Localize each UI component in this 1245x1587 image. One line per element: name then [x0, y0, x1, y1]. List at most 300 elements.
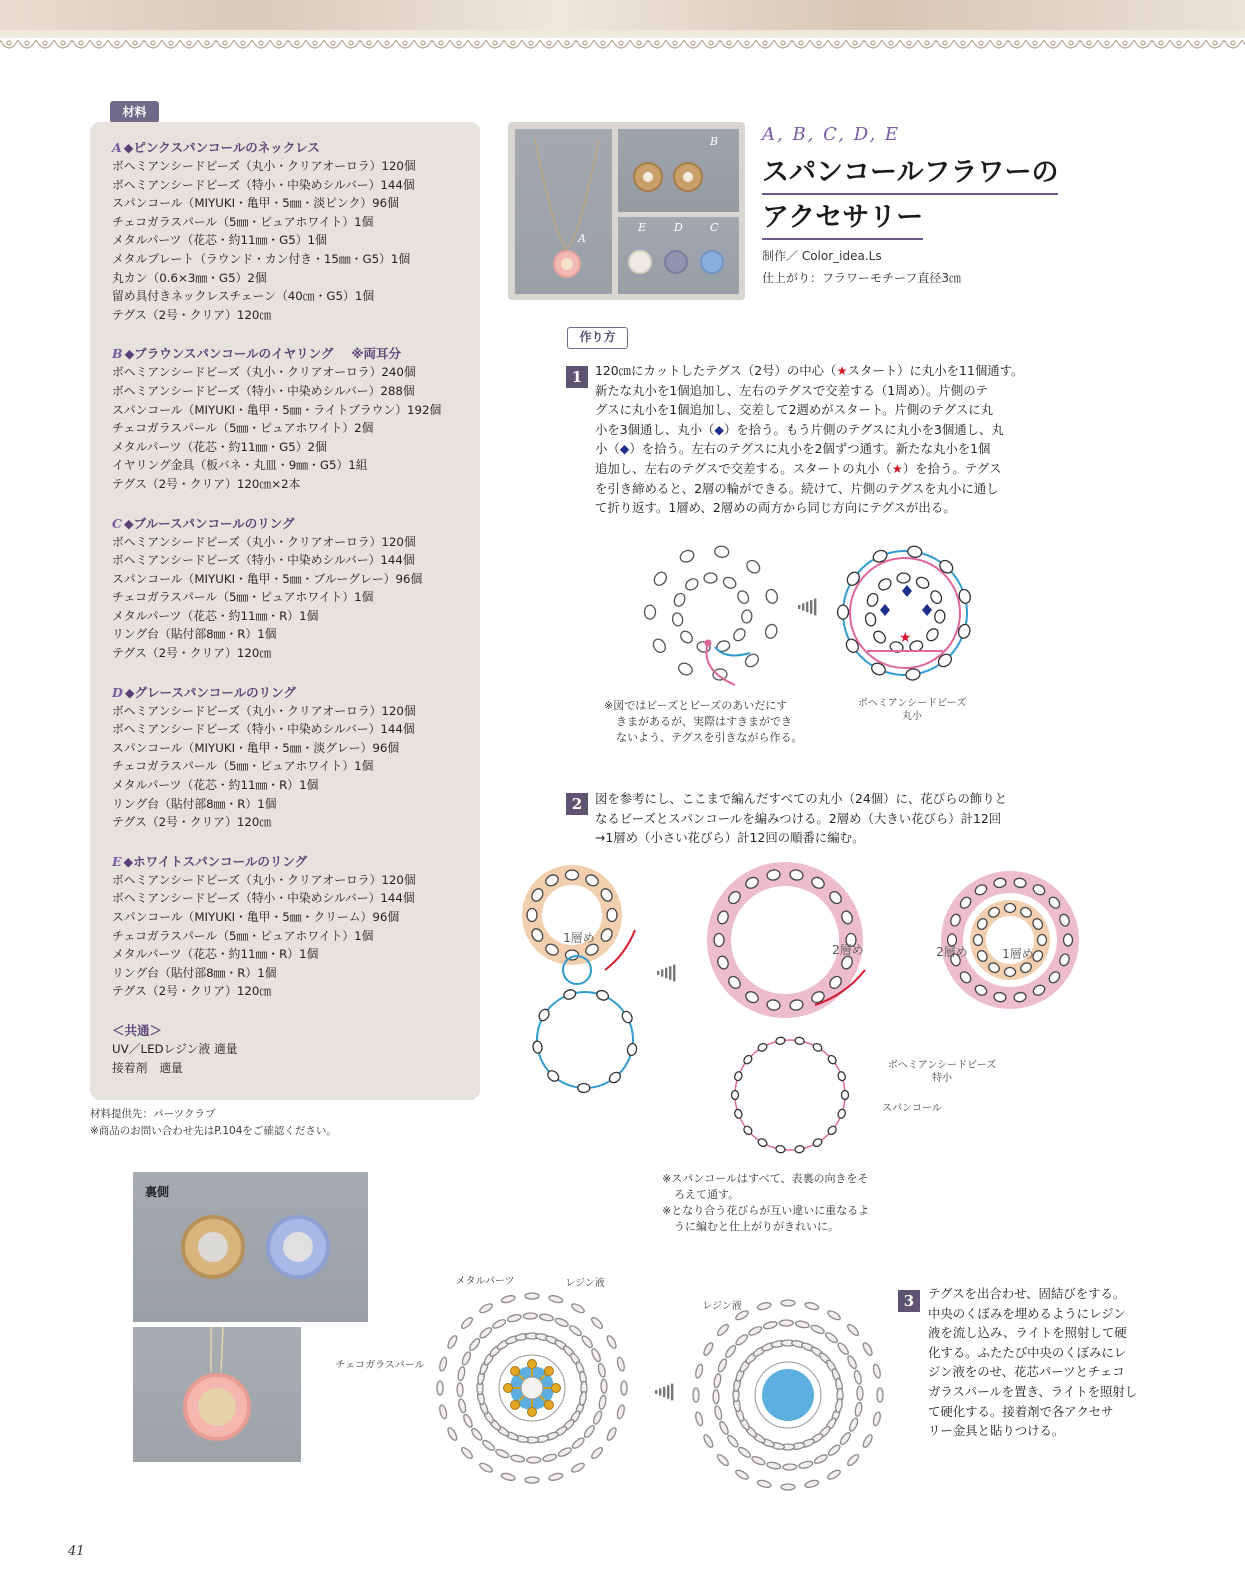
bead: [554, 1317, 569, 1328]
lace-dot: [25, 41, 29, 45]
bead: [763, 1321, 778, 1330]
page-title-line1: スパンコールフラワーの: [762, 150, 1058, 195]
common-title: ＜共通＞: [112, 1022, 163, 1038]
bead: [757, 1301, 772, 1310]
step-text-segment: 新たな丸小を1個追加し、左右のテグスで交差する（1周め）。片側のテ: [595, 382, 989, 398]
arrow-bar: [659, 1388, 661, 1395]
czech-pearl-label: チェコガラスパール: [335, 1360, 425, 1371]
bead: [872, 1364, 881, 1379]
step-text-segment: 追加し、左右のテグスで交差する。スタートの丸小（: [595, 460, 892, 476]
lace-dot: [1231, 41, 1235, 45]
bead-label-line: ボヘミアンシードビーズ: [887, 1060, 997, 1071]
bead: [460, 1446, 474, 1460]
step-3-text: [928, 1284, 1137, 1441]
lace-dot: [547, 41, 551, 45]
lace-dot: [673, 41, 677, 45]
lace-dot: [205, 41, 209, 45]
bead: [702, 1433, 714, 1448]
bead: [837, 605, 848, 619]
material-item: リング台（貼付部8㎜・R）1個: [112, 627, 277, 642]
section-note: ※両耳分: [351, 346, 401, 362]
bead: [837, 1108, 847, 1119]
step-3-number: 3: [898, 1290, 920, 1312]
bead: [854, 1402, 863, 1417]
bead: [915, 575, 931, 590]
bead: [568, 1324, 583, 1337]
section-title: ◆ピンクスパンコールのネックレス: [123, 140, 320, 155]
common-item: 接着剤 適量: [112, 1060, 183, 1075]
step-line: [595, 809, 1007, 829]
bead: [765, 588, 779, 604]
step-line: [595, 400, 1023, 420]
bead: [470, 1427, 484, 1442]
note-line: ※スパンコールはすべて、表裏の向きをそ: [662, 1172, 869, 1185]
bead: [457, 1383, 463, 1397]
bead: [775, 1037, 785, 1045]
bead-label-line: 特小: [932, 1073, 952, 1084]
product-photo-collage: [508, 122, 745, 300]
bead: [736, 589, 751, 605]
step-line: [928, 1284, 1137, 1304]
variant-letter: D: [112, 684, 123, 700]
bead: [974, 935, 983, 946]
lace-dot: [1087, 41, 1091, 45]
bead: [501, 1472, 516, 1481]
bead: [722, 575, 738, 590]
bead: [737, 1446, 752, 1459]
bead: [897, 573, 910, 584]
metal-parts-tip: [544, 1367, 553, 1376]
bead: [804, 1301, 819, 1310]
material-item: スパンコール（MIYUKI・亀甲・5㎜・ライトブラウン）192個: [112, 402, 442, 417]
step-text-segment: スタート）に丸小を11個通す。: [847, 363, 1024, 378]
bead: [862, 1433, 874, 1448]
lace-dot: [889, 41, 893, 45]
arrow-bar: [655, 1390, 657, 1394]
bead: [716, 1323, 730, 1337]
diagram2-note: [662, 1171, 869, 1235]
photo-back-pendant: [133, 1327, 301, 1462]
bead: [757, 1137, 768, 1148]
note-line: ※となり合う花びらが互い違いに重なるよ: [662, 1204, 870, 1217]
diagram2-bead-label: [882, 1059, 1002, 1085]
bead: [570, 1462, 585, 1474]
material-item: テグス（2号・クリア）120㎝×2本: [112, 476, 301, 491]
bead: [734, 1333, 749, 1347]
material-item: ボヘミアンシードビーズ（特小・中染めシルバー）144個: [112, 891, 415, 906]
lace-dot: [133, 41, 137, 45]
bead: [598, 1395, 607, 1410]
diamond-icon: [880, 604, 890, 616]
lace-dot: [1195, 41, 1199, 45]
material-item: メタルパーツ（花芯・約11㎜・G5）1個: [112, 233, 327, 248]
step-text-segment: て硬化する。接着剤で各アクセサ: [928, 1403, 1114, 1419]
section-title: ◆ブラウンスパンコールのイヤリング: [124, 346, 334, 362]
lace-dot: [1033, 41, 1037, 45]
resin-label-2: レジン液: [702, 1301, 742, 1312]
lace-dot: [799, 41, 803, 45]
lace-dot: [817, 41, 821, 45]
bead: [468, 1337, 481, 1352]
material-item: チェコガラスパール（5㎜・ピュアホワイト）1個: [112, 590, 374, 605]
bead: [478, 1462, 493, 1474]
bead: [606, 1426, 618, 1441]
bead: [844, 637, 861, 655]
material-section: [112, 514, 480, 663]
bead: [571, 1436, 586, 1450]
bead: [704, 573, 717, 584]
bead: [671, 612, 683, 627]
photo-rings-cde: [618, 217, 739, 294]
lace-dot: [277, 41, 281, 45]
metal-parts-tip: [504, 1384, 513, 1393]
metal-parts-tip: [528, 1408, 537, 1417]
bead: [678, 548, 695, 564]
material-item: チェコガラスパール（5㎜・ピュアホワイト）1個: [112, 214, 374, 229]
bead: [525, 1477, 539, 1483]
lace-dot: [115, 41, 119, 45]
bead: [764, 623, 779, 640]
diagram1-note: [604, 698, 802, 746]
step-2-text: [595, 789, 1007, 848]
bead-label-line: 丸小: [902, 711, 922, 722]
diamond-icon: ◆: [619, 441, 630, 457]
step-text-segment: 中央のくぼみを埋めるようにレジン: [928, 1305, 1126, 1321]
bead: [929, 589, 944, 605]
page-number: 41: [68, 1544, 85, 1559]
metal-parts-tip: [528, 1360, 537, 1369]
step-text-segment: ガラスパールを置き、ライトを照射し: [928, 1383, 1138, 1399]
bead: [566, 870, 579, 880]
finished-size: 仕上がり：フラワーモチーフ直径3㎝: [762, 271, 962, 285]
bead: [812, 1042, 823, 1053]
material-item: テグス（2号・クリア）120㎝: [112, 815, 272, 830]
step-1-text: [595, 361, 1023, 518]
bead: [732, 1091, 739, 1100]
bead: [842, 1091, 849, 1100]
bead: [827, 1443, 842, 1457]
material-item: スパンコール（MIYUKI・亀甲・5㎜・ブルーグレー）96個: [112, 571, 423, 586]
bead: [766, 1461, 781, 1470]
bead: [525, 1293, 539, 1299]
material-item: テグス（2号・クリア）120㎝: [112, 307, 272, 322]
step-line: [595, 381, 1023, 401]
bead: [694, 1364, 703, 1379]
bead: [1005, 968, 1016, 977]
bead: [846, 1453, 860, 1467]
bead: [458, 1398, 467, 1413]
lace-dot: [727, 41, 731, 45]
bead: [557, 1446, 572, 1458]
bead: [457, 1366, 466, 1381]
bead: [804, 1479, 819, 1488]
variant-letter: C: [112, 515, 122, 531]
step-text-segment: →1層め（小さい花びら）計12回の順番に編む。: [595, 830, 865, 846]
step-line: [928, 1323, 1137, 1343]
bead: [597, 1363, 606, 1378]
step-line: [595, 479, 1023, 499]
bead: [853, 1370, 862, 1385]
lace-dot: [151, 41, 155, 45]
bead: [836, 1341, 850, 1356]
material-item: リング台（貼付部8㎜・R）1個: [112, 965, 277, 980]
step-text-segment: 図を参考にし、ここまで編んだすべての丸小（24個）に、花びらの飾りと: [595, 791, 1008, 806]
note-line: うに編むと仕上がりがきれいに。: [674, 1220, 839, 1233]
lace-dot: [763, 41, 767, 45]
variant-letter: A: [112, 140, 122, 155]
material-section-title: [112, 514, 480, 533]
lace-dot: [709, 41, 713, 45]
lace-dot: [961, 41, 965, 45]
step-text-segment: 化する。ふたたび中央のくぼみにレ: [928, 1344, 1127, 1360]
bead: [757, 1479, 772, 1488]
bead: [446, 1426, 458, 1441]
section-title: ◆グレースパンコールのリング: [124, 684, 296, 700]
material-item: テグス（2号・クリア）120㎝: [112, 646, 272, 661]
czech-pearl: [521, 1377, 543, 1399]
lace-dot: [781, 41, 785, 45]
bead: [798, 1460, 813, 1469]
lace-dot: [619, 41, 623, 45]
lace-dot: [835, 41, 839, 45]
lace-dot: [637, 41, 641, 45]
lace-dot: [403, 41, 407, 45]
lace-dot: [457, 41, 461, 45]
section-title: ◆ホワイトスパンコールのリング: [123, 853, 308, 869]
lace-dot: [655, 41, 659, 45]
arrow-bar: [810, 600, 812, 614]
bead: [734, 1469, 749, 1481]
step-line: [595, 420, 1023, 440]
material-item: メタルパーツ（花芯・約11㎜・R）1個: [112, 947, 319, 962]
arrow-bar: [663, 1387, 665, 1397]
lace-dot: [511, 41, 515, 45]
arrow-bar: [669, 966, 671, 980]
material-item: リング台（貼付部8㎜・R）1個: [112, 796, 277, 811]
lace-dot: [583, 41, 587, 45]
bead: [527, 1457, 541, 1463]
step-2-number: 2: [566, 793, 588, 815]
bead: [478, 1326, 493, 1340]
bead: [580, 1334, 594, 1349]
material-item: ボヘミアンシードビーズ（丸小・クリアオーロラ）120個: [112, 872, 416, 887]
bead: [924, 627, 940, 643]
arrow-bar: [671, 1384, 673, 1401]
material-section-title: [112, 138, 480, 157]
note-line: ※図ではビーズとビーズのあいだにす: [604, 699, 788, 712]
lace-dot: [493, 41, 497, 45]
step-line: [928, 1382, 1137, 1402]
bead: [570, 1302, 585, 1314]
lace-border: [0, 30, 1245, 58]
bead: [877, 1388, 883, 1402]
bead: [871, 629, 887, 645]
variant-letters: A, B, C, D, E: [762, 124, 901, 145]
star-icon: ★: [891, 460, 903, 476]
bead: [616, 1404, 625, 1419]
material-item: ボヘミアンシードビーズ（特小・中染めシルバー）144個: [112, 722, 415, 737]
bead: [532, 1041, 543, 1054]
bead: [714, 545, 730, 558]
bead: [1005, 904, 1016, 913]
photo-earrings-b: [618, 129, 739, 212]
bead: [744, 558, 762, 576]
bead: [714, 1405, 723, 1420]
bead: [824, 1331, 839, 1344]
lace-dot: [1159, 41, 1163, 45]
lace-dot: [169, 41, 173, 45]
bead: [693, 1388, 699, 1402]
bead: [548, 1294, 563, 1303]
bead: [905, 668, 920, 681]
step-text-segment: 液を流し込み、ライトを照射して硬: [928, 1325, 1127, 1341]
bead: [714, 934, 724, 947]
star-icon: ★: [899, 630, 912, 646]
bead: [626, 1043, 637, 1057]
bead: [438, 1357, 447, 1372]
lace-dot: [241, 41, 245, 45]
material-item: スパンコール（MIYUKI・亀甲・5㎜・淡グレー）96個: [112, 740, 400, 755]
thread-end: [705, 640, 712, 647]
lace-dot: [223, 41, 227, 45]
bead: [795, 1037, 805, 1045]
bead: [835, 1398, 844, 1413]
bead: [446, 1334, 458, 1349]
step-line: [928, 1421, 1137, 1441]
bead: [779, 1320, 793, 1326]
bead: [733, 1108, 743, 1119]
material-item: メタルプレート（ラウンド・カン付き・15㎜・G5）1個: [112, 251, 411, 266]
bead: [644, 605, 655, 619]
bead: [677, 661, 694, 677]
step-text-segment: テグスを出合わせ、固結びをする。: [928, 1286, 1126, 1301]
bead: [812, 1137, 823, 1148]
bead: [607, 909, 617, 922]
bead: [492, 1318, 507, 1330]
step-text-segment: て折り返す。1層め、2層めの両方から同じ方向にテグスが出る。: [595, 500, 956, 516]
bead: [724, 1344, 737, 1359]
bead: [741, 610, 752, 624]
diagram1-bead-label: [852, 697, 972, 723]
step-text-segment: 小（: [595, 441, 620, 457]
step-text-segment: ）を拾う。左右のテグスに丸小を2個ずつ通す。新たな丸小を1個: [629, 441, 991, 457]
lace-dot: [7, 41, 11, 45]
lace-dot: [979, 41, 983, 45]
step-text-segment: リー金具と貼りつける。: [928, 1423, 1065, 1439]
bead: [775, 1145, 785, 1153]
bead: [652, 570, 669, 588]
lace-dot: [907, 41, 911, 45]
step-text-segment: を引き締めると、2層の輪ができる。続けて、片側のテグスを丸小に通し: [595, 480, 999, 496]
bead: [590, 1316, 604, 1330]
bead: [713, 1373, 722, 1388]
section-title: ◆ブルースパンコールのリング: [123, 515, 295, 531]
lace-dot: [1123, 41, 1127, 45]
supplier-line: 材料提供先：パーツクラブ: [90, 1108, 216, 1120]
metal-parts-tip: [511, 1400, 520, 1409]
bead: [795, 1145, 805, 1153]
step-text-segment: ジン液をのせ、花芯パーツとチェコ: [928, 1364, 1125, 1380]
photo-label-c: C: [710, 221, 719, 234]
bead: [616, 1357, 625, 1372]
lace-dot: [943, 41, 947, 45]
bead: [757, 1042, 768, 1053]
material-section: [112, 344, 480, 493]
bead: [865, 592, 879, 608]
bead: [460, 1316, 474, 1330]
bead: [826, 1469, 841, 1481]
lace-dot: [997, 41, 1001, 45]
lace-dot: [43, 41, 47, 45]
material-item: チェコガラスパール（5㎜・ピュアホワイト）2個: [112, 421, 374, 436]
arrow-bar: [657, 971, 659, 975]
lace-dot: [475, 41, 479, 45]
bead: [592, 1410, 603, 1425]
step-text-segment: 小を3個通し、丸小（: [595, 421, 715, 437]
material-item: ボヘミアンシードビーズ（丸小・クリアオーロラ）120個: [112, 534, 416, 549]
layer1-label: 1層め: [563, 931, 595, 945]
lace-dot: [1177, 41, 1181, 45]
material-item: スパンコール（MIYUKI・亀甲・5㎜・クリーム）96個: [112, 910, 400, 924]
arrow-bar: [798, 605, 800, 609]
final-inner-ring: [978, 908, 1042, 972]
bead: [495, 1448, 510, 1459]
note-line: きまがあるが、実際はすきまができ: [616, 715, 792, 728]
bead: [478, 1302, 493, 1314]
metal-parts-tip: [544, 1400, 553, 1409]
material-item: 留め具付きネックレスチェーン（40㎝・G5）1個: [112, 289, 375, 304]
earrings-illustration: [618, 129, 739, 212]
arrow-bar: [673, 965, 675, 982]
bead: [684, 577, 700, 593]
step-text-segment: なるビーズとスパンコールを編みつける。2層め（大きい花びら）計12回: [595, 810, 1002, 826]
lace-dot: [1069, 41, 1073, 45]
arrow-bar: [665, 968, 667, 978]
step-line: [595, 361, 1023, 381]
necklace-illustration: [515, 129, 612, 294]
bead: [672, 592, 686, 608]
note-line: ろえて通す。: [674, 1188, 740, 1201]
bead: [548, 1472, 563, 1481]
step-line: [928, 1402, 1137, 1422]
bead: [437, 1381, 443, 1395]
diagram-step1: [640, 535, 990, 705]
photo-label-a: A: [578, 232, 586, 245]
lace-dot: [1213, 41, 1217, 45]
bead: [713, 1390, 719, 1404]
lace-dot: [331, 41, 335, 45]
arrow-bar: [667, 1385, 669, 1399]
variant-letter: B: [112, 346, 123, 362]
lace-dot: [1141, 41, 1145, 45]
lace-dot: [529, 41, 533, 45]
bead: [590, 1348, 602, 1363]
layer2-label-final: 2層め: [936, 945, 968, 959]
step-line: [928, 1362, 1137, 1382]
bead: [748, 1325, 763, 1337]
bead: [837, 1071, 847, 1082]
bead: [606, 1334, 618, 1349]
bead: [579, 1391, 588, 1406]
bead: [590, 1446, 604, 1460]
material-item: メタルパーツ（花芯・約11㎜・R）1個: [112, 608, 319, 623]
bead: [438, 1404, 447, 1419]
arrow-bar: [806, 602, 808, 612]
howto-tab: 作り方: [567, 327, 628, 349]
lace-dot: [853, 41, 857, 45]
bead: [462, 1413, 474, 1428]
bead: [846, 1323, 860, 1337]
